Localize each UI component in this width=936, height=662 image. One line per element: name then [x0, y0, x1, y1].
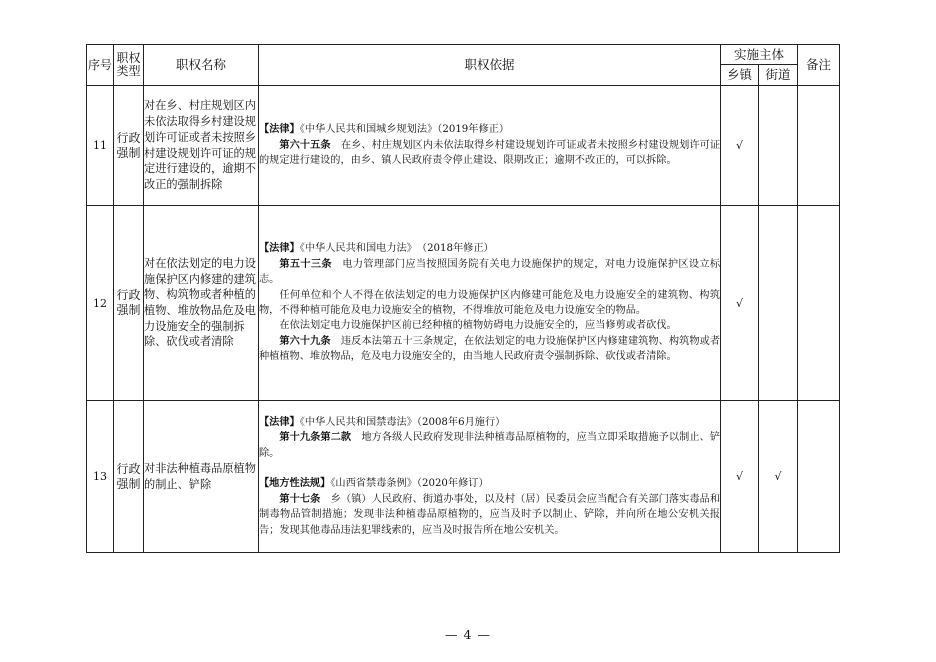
row-basis [259, 206, 721, 401]
basis-article [259, 138, 720, 169]
remark-cell [798, 401, 840, 553]
township-mark: √ [721, 86, 759, 206]
row-number: 11 [87, 86, 114, 206]
remark-cell [798, 206, 840, 401]
row-basis [259, 86, 721, 206]
basis-source [259, 476, 720, 491]
article-number: 第十七条 [279, 492, 321, 505]
header-street: 街道 [759, 65, 798, 86]
row-type: 行政强制 [114, 206, 144, 401]
township-mark: √ [721, 401, 759, 553]
table-row [87, 401, 840, 553]
row-name: 对在乡、村庄规划区内未依法取得乡村建设规划许可证或者未按照乡村建设规划许可证的规定进行建设的，逾期不改正的强制拆除 [144, 86, 259, 206]
row-basis [259, 401, 721, 553]
header-basis: 职权依据 [259, 45, 721, 86]
row-name: 对非法种植毒品原植物的制止、铲除 [144, 401, 259, 553]
header-name: 职权名称 [144, 45, 259, 86]
article-text: 违反本法第五十三条规定，在依法划定的电力设施保护区内修建建筑物、构筑物或者种植植物、堆放物品，危及电力设施安全的，由当地人民政府责令强制拆除、砍伐或者清除。 [259, 335, 721, 363]
article-text: 电力管理部门应当按照国务院有关电力设施保护的规定，对电力设施保护区设立标志。 [259, 258, 721, 286]
article-text: 在乡、村庄规划区内未依法取得乡村建设规划许可证或者未按照乡村建设规划许可证的规定进行建设的，由乡、镇人民政府责令停止建设、限期改正；逾期不改正的，可以拆除。 [259, 139, 721, 167]
article-text: 地方各级人民政府发现非法种植毒品原植物的，应当立即采取措施予以制止、铲除。 [259, 432, 721, 459]
street-mark [759, 86, 798, 206]
basis-prefix: 【法律】 [259, 123, 300, 136]
row-number: 12 [87, 206, 114, 401]
basis-article [259, 257, 720, 288]
authority-table [86, 44, 840, 553]
row-type: 行政强制 [114, 401, 144, 553]
remark-cell [798, 86, 840, 206]
page-number: — 4 — [445, 627, 491, 642]
row-type: 行政强制 [114, 86, 144, 206]
row-name: 对在依法划定的电力设施保护区内修建的建筑物、构筑物或者种植的植物、堆放物品危及电力设施安全的强制拆除、砍伐或者清除 [144, 206, 259, 401]
header-entity: 实施主体 [721, 45, 798, 65]
article-text: 乡（镇）人民政府、街道办事处，以及村（居）民委员会应当配合有关部门落实毒品和制毒物品管制措施；发现非法种植毒品原植物的，应当及时予以制止、铲除，并向所在地公安机关报告；发现其他毒品违法犯罪线索的，应当及时报告所在地公安机关。 [259, 493, 721, 536]
table-row [87, 206, 840, 401]
basis-paragraph: 任何单位和个人不得在依法划定的电力设施保护区内修建可能危及电力设施安全的建筑物、构筑物，不得种植可能危及电力设施安全的植物，不得堆放可能危及电力设施安全的物品。 [259, 289, 720, 316]
article-number: 第六十五条 [279, 138, 331, 151]
row-number: 13 [87, 401, 114, 553]
article-number: 第五十三条 [279, 257, 332, 270]
header-type: 职权类型 [114, 45, 144, 86]
article-number: 第十九条第二款 [279, 431, 352, 444]
basis-source [259, 415, 720, 430]
header-seq: 序号 [87, 45, 114, 86]
header-township: 乡镇 [721, 65, 759, 86]
street-mark: √ [759, 401, 798, 553]
paragraph-spacer [259, 461, 720, 476]
basis-title: 《山西省禁毒条例》（2020年修订） [330, 478, 489, 490]
basis-article [259, 492, 720, 538]
township-mark: √ [721, 206, 759, 401]
basis-title: 《中华人民共和国电力法》 （2018年修正） [299, 243, 494, 255]
street-mark [759, 206, 798, 401]
basis-article [259, 430, 720, 461]
article-number: 第六十九条 [279, 334, 331, 347]
basis-prefix: 【地方性法规】 [259, 477, 331, 490]
basis-source [259, 122, 720, 137]
basis-title: 《中华人民共和国城乡规划法》（2019年修正） [299, 124, 510, 136]
basis-prefix: 【法律】 [259, 416, 300, 429]
basis-source [259, 241, 720, 256]
basis-paragraph: 在依法划定电力设施保护区前已经种植的植物妨碍电力设施安全的，应当修剪或者砍伐。 [279, 320, 677, 332]
header-remark: 备注 [798, 45, 840, 86]
basis-article [259, 334, 720, 365]
basis-title: 《中华人民共和国禁毒法》（2008年6月施行） [299, 417, 506, 429]
basis-prefix: 【法律】 [259, 242, 300, 255]
table-row [87, 86, 840, 206]
